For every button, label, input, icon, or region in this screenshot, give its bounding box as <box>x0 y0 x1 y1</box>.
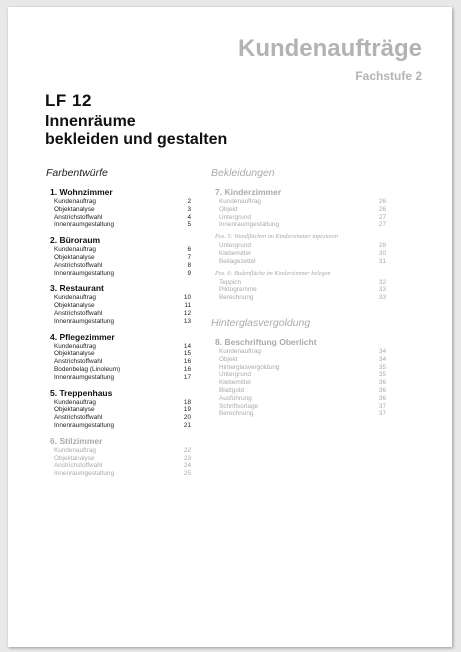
toc-entry-label: Kundenauftrag <box>54 198 96 205</box>
toc-entry <box>54 399 191 407</box>
toc-entry-label: Objekt <box>219 355 238 363</box>
toc-entry <box>54 221 191 229</box>
toc-entry <box>54 447 191 455</box>
toc-entry-label: Objektanalyse <box>54 205 95 213</box>
toc-subsection-title: Pos. 5: Wandflächen im Kinderzimmer tapezieren <box>215 233 338 241</box>
toc-left-groups <box>46 187 191 478</box>
toc-group-title: 5. Treppenhaus <box>50 387 113 398</box>
toc-entry-page: 2 <box>187 198 191 205</box>
toc-entry <box>54 414 191 422</box>
toc-entry <box>54 374 191 382</box>
toc-entry <box>54 318 191 326</box>
toc-entry-page: 4 <box>187 213 191 221</box>
toc-entry-page: 27 <box>378 213 386 221</box>
chapter-heading <box>45 113 227 149</box>
toc-entry-page: 36 <box>378 379 386 387</box>
toc-entry <box>54 214 191 222</box>
toc-entry-label: Kundenauftrag <box>54 294 96 302</box>
toc-entry-page: 34 <box>378 347 386 355</box>
toc-entry-label: Innenraumgestaltung <box>54 317 115 325</box>
toc-entry-label: Innenraumgestaltung <box>219 221 280 229</box>
toc-entry-label: Kundenauftrag <box>219 347 261 355</box>
toc-entry-label: Blattgold <box>219 386 244 394</box>
toc-entry <box>219 242 386 250</box>
toc-entry-label: Kundenauftrag <box>54 246 96 254</box>
document-page <box>8 7 452 647</box>
toc-entry-page: 26 <box>378 198 386 205</box>
toc-entry <box>219 221 386 229</box>
toc-entry-label: Innenraumgestaltung <box>54 373 115 381</box>
toc-entry-label: Piktogramme <box>219 286 257 294</box>
toc-entry-label: Anstrichstoffwahl <box>54 358 103 366</box>
toc-entry-label: Innenraumgestaltung <box>54 470 115 478</box>
toc-entry <box>219 348 386 356</box>
toc-group-title: 2. Büroraum <box>50 235 101 246</box>
toc-group-title: 8. Beschriftung Oberlicht <box>215 336 317 347</box>
toc-entry-label: Anstrichstoffwahl <box>54 213 103 221</box>
toc-entry-page: 5 <box>187 221 191 229</box>
toc-entry <box>219 371 386 379</box>
toc-entry-label: Klebemittel <box>219 379 251 387</box>
toc-entry-label: Beilagezettel <box>219 257 256 265</box>
toc-entry-page: 28 <box>378 242 386 250</box>
toc-entry-label: Teppich <box>219 278 242 286</box>
learning-field-label: LF 12 <box>45 91 92 110</box>
toc-items <box>211 198 386 229</box>
toc-entry <box>54 455 191 463</box>
toc-entry <box>54 350 191 358</box>
toc-entry <box>219 279 386 287</box>
toc-entry <box>219 250 386 258</box>
toc-group <box>46 436 191 478</box>
toc-entry-label: Untergrund <box>219 242 251 250</box>
toc-entry-page: 31 <box>378 257 386 265</box>
toc-entry-page: 19 <box>183 406 191 414</box>
toc-entry <box>54 358 191 366</box>
toc-entry-label: Kundenauftrag <box>54 342 96 350</box>
toc-entry <box>219 364 386 372</box>
toc-entry-label: Objektanalyse <box>54 406 95 414</box>
toc-entry-label: Objektanalyse <box>54 350 95 358</box>
toc-entry-page: 9 <box>187 269 191 277</box>
toc-entry <box>219 395 386 403</box>
toc-entry-label: Objektanalyse <box>54 454 95 462</box>
toc-entry-label: Untergrund <box>219 213 251 221</box>
toc-group-kinderzimmer <box>211 187 386 302</box>
toc-entry-label: Berechnung <box>219 294 254 302</box>
toc-entry-page: 35 <box>378 363 386 371</box>
toc-subsection-items <box>211 279 386 302</box>
toc-entry <box>219 387 386 395</box>
toc-entry-page: 30 <box>378 249 386 257</box>
section-title-farbentwuerfe: Farbentwürfe <box>46 167 108 179</box>
section-title-hinterglasvergoldung: Hinterglasvergoldung <box>211 316 311 329</box>
toc-entry <box>54 262 191 270</box>
toc-entry-label: Untergrund <box>219 371 251 379</box>
toc-entry-label: Objektanalyse <box>54 253 95 261</box>
toc-items <box>211 348 386 418</box>
toc-entry-page: 17 <box>183 373 191 381</box>
toc-entry-label: Anstrichstoffwahl <box>54 261 103 269</box>
toc-entry-page: 12 <box>183 309 191 317</box>
toc-subsection-items <box>211 242 386 265</box>
toc-entry-label: Schriftvorlage <box>219 402 259 410</box>
toc-entry-page: 23 <box>183 454 191 462</box>
section-title-bekleidungen: Bekleidungen <box>211 167 275 179</box>
toc-entry <box>54 310 191 318</box>
toc-entry-label: Objekt <box>219 205 238 213</box>
toc-entry <box>219 294 386 302</box>
toc-entry-page: 33 <box>378 294 386 302</box>
toc-entry <box>54 254 191 262</box>
toc-entry <box>54 462 191 470</box>
toc-entry-page: 25 <box>183 470 191 478</box>
toc-entry-label: Anstrichstoffwahl <box>54 414 103 422</box>
toc-entry-label: Hinterglasvergoldung <box>219 363 280 371</box>
toc-entry-label: Klebemittel <box>219 249 251 257</box>
chapter-heading-line-1: Innenräume <box>45 113 136 130</box>
toc-entry <box>219 356 386 364</box>
toc-entry-page: 6 <box>187 246 191 254</box>
toc-entry <box>54 294 191 302</box>
toc-entry-page: 36 <box>378 394 386 402</box>
toc-entry-page: 22 <box>183 446 191 454</box>
toc-entry-page: 8 <box>187 261 191 269</box>
toc-entry-page: 26 <box>378 205 386 213</box>
toc-entry-label: Anstrichstoffwahl <box>54 462 103 470</box>
toc-entry <box>219 258 386 266</box>
toc-entry-page: 21 <box>183 421 191 429</box>
toc-entry <box>54 270 191 278</box>
toc-entry <box>54 343 191 351</box>
toc-entry-label: Kundenauftrag <box>54 398 96 406</box>
toc-group <box>46 332 191 382</box>
toc-entry-page: 15 <box>183 350 191 358</box>
toc-entry-page: 11 <box>184 302 191 310</box>
toc-entry-page: 37 <box>378 402 386 410</box>
toc-entry-label: Objektanalyse <box>54 302 95 310</box>
toc-subsection-title: Pos. 6: Bodenfläche im Kinderzimmer belegen <box>215 269 331 277</box>
toc-entry <box>54 206 191 214</box>
toc-left-column <box>46 167 191 484</box>
page-subtitle: Fachstufe 2 <box>355 69 422 83</box>
toc-group <box>46 235 191 277</box>
toc-entry-page: 33 <box>378 286 386 294</box>
toc-entry-page: 3 <box>187 205 191 213</box>
toc-entry-label: Innenraumgestaltung <box>54 421 115 429</box>
toc-group <box>46 283 191 325</box>
toc-entry-page: 13 <box>183 317 191 325</box>
toc-entry-page: 20 <box>183 414 191 422</box>
toc-entry-page: 37 <box>378 410 386 418</box>
toc-entry <box>219 410 386 418</box>
toc-entry-page: 24 <box>183 462 191 470</box>
toc-entry-label: Kundenauftrag <box>219 198 261 205</box>
toc-entry <box>54 470 191 478</box>
toc-entry <box>219 403 386 411</box>
toc-group-beschriftung-oberlicht <box>211 337 386 418</box>
toc-entry-label: Innenraumgestaltung <box>54 269 115 277</box>
toc-entry-page: 18 <box>183 398 191 406</box>
toc-group-title: 6. Stilzimmer <box>50 435 103 446</box>
toc-group <box>46 388 191 430</box>
toc-entry-page: 34 <box>378 355 386 363</box>
toc-entry <box>54 406 191 414</box>
toc-entry-label: Berechnung <box>219 410 254 418</box>
toc-entry-page: 32 <box>378 278 386 286</box>
toc-entry <box>54 246 191 254</box>
toc-entry-page: 27 <box>378 221 386 229</box>
toc-right-column <box>211 167 386 424</box>
toc-entry-page: 7 <box>187 253 191 261</box>
toc-entry <box>219 198 386 206</box>
toc-entry <box>54 198 191 206</box>
toc-group <box>46 187 191 229</box>
toc-entry-label: Innenraumgestaltung <box>54 221 115 229</box>
toc-group-title: 3. Restaurant <box>50 283 104 294</box>
toc-entry <box>219 206 386 214</box>
toc-entry <box>54 366 191 374</box>
toc-group-title: 7. Kinderzimmer <box>215 187 282 197</box>
toc-entry <box>54 302 191 310</box>
toc-entry-label: Bodenbelag (Linoleum) <box>54 365 121 373</box>
toc-entry-page: 16 <box>183 358 191 366</box>
toc-entry-label: Kundenauftrag <box>54 446 96 454</box>
toc-entry <box>54 422 191 430</box>
toc-entry-page: 14 <box>183 342 191 350</box>
toc-group-title: 4. Pflegezimmer <box>50 331 115 342</box>
toc-entry-label: Anstrichstoffwahl <box>54 309 103 317</box>
toc-entry-page: 10 <box>183 294 191 302</box>
toc-entry <box>219 379 386 387</box>
toc-entry <box>219 214 386 222</box>
chapter-heading-line-2: bekleiden und gestalten <box>45 131 228 148</box>
page-title: Kundenaufträge <box>237 35 422 62</box>
toc-entry-page: 36 <box>378 386 386 394</box>
toc-entry <box>219 286 386 294</box>
toc-entry-page: 16 <box>183 365 191 373</box>
toc-entry-label: Ausführung <box>219 394 252 402</box>
toc-entry-page: 35 <box>378 371 386 379</box>
toc-group-title: 1. Wohnzimmer <box>50 187 113 197</box>
